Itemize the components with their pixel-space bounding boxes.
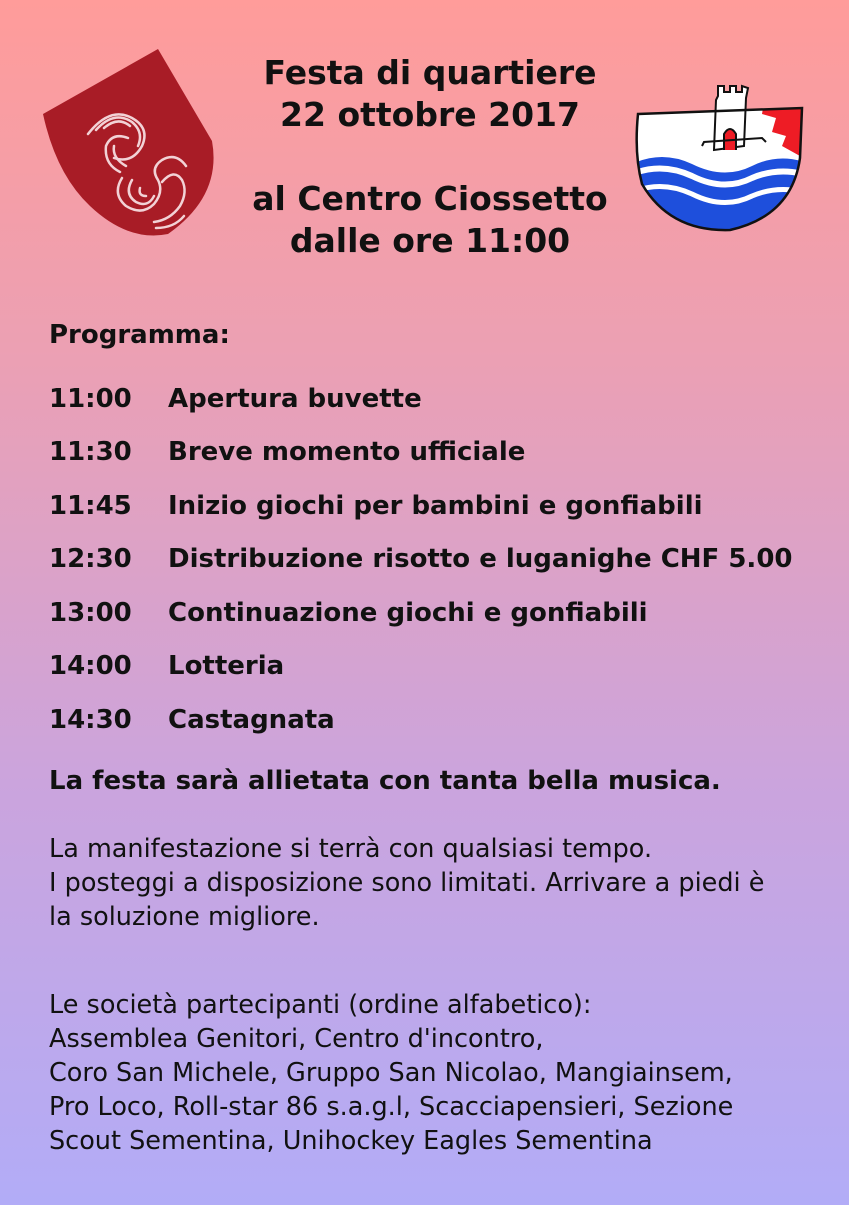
- info-line: La manifestazione si terrà con qualsiasi tempo.: [49, 834, 653, 864]
- event-title: Festa di quartiere: [263, 53, 597, 92]
- info-line: I posteggi a disposizione sono limitati. Arrivare a piedi è: [49, 868, 765, 898]
- societies-line: Le società partecipanti (ordine alfabetico):: [49, 990, 592, 1020]
- societies-line: Pro Loco, Roll-star 86 s.a.g.l, Scacciapensieri, Sezione: [49, 1092, 734, 1122]
- schedule-item: [49, 533, 793, 587]
- societies-line: Assemblea Genitori, Centro d'incontro,: [49, 1024, 544, 1054]
- schedule-item: [49, 426, 793, 480]
- event-start-time: dalle ore 11:00: [289, 221, 571, 260]
- societies-paragraph: [49, 988, 809, 1158]
- schedule-label: Continuazione giochi e gonfiabili: [168, 597, 648, 628]
- right-coat-of-arms-logo: [632, 46, 810, 236]
- schedule-item: [49, 479, 793, 533]
- program-schedule: [49, 372, 793, 747]
- left-shield-logo: [40, 46, 220, 241]
- schedule-label: Apertura buvette: [168, 383, 422, 414]
- schedule-time: 11:45: [49, 490, 132, 521]
- schedule-label: Breve momento ufficiale: [168, 437, 526, 468]
- schedule-item: [49, 372, 793, 426]
- schedule-time: 13:00: [49, 597, 132, 628]
- schedule-label: Inizio giochi per bambini e gonfiabili: [168, 490, 703, 521]
- schedule-item: [49, 640, 793, 694]
- schedule-item: [49, 586, 793, 640]
- event-date: 22 ottobre 2017: [280, 95, 580, 134]
- schedule-time: 11:30: [49, 437, 132, 468]
- program-title: Programma:: [49, 320, 230, 350]
- music-highlight: La festa sarà allietata con tanta bella musica.: [49, 766, 721, 796]
- schedule-label: Castagnata: [168, 704, 335, 735]
- schedule-time: 11:00: [49, 383, 132, 414]
- societies-line: Scout Sementina, Unihockey Eagles Sementina: [49, 1126, 653, 1156]
- info-line: la soluzione migliore.: [49, 902, 320, 932]
- schedule-time: 12:30: [49, 544, 132, 575]
- schedule-time: 14:30: [49, 704, 132, 735]
- schedule-item: [49, 693, 793, 747]
- event-venue: al Centro Ciossetto: [252, 179, 608, 218]
- schedule-label: Lotteria: [168, 651, 285, 682]
- info-paragraph: [49, 832, 809, 934]
- schedule-time: 14:00: [49, 651, 132, 682]
- schedule-label: Distribuzione risotto e luganighe CHF 5.00: [168, 544, 793, 575]
- event-header: [230, 52, 630, 262]
- societies-line: Coro San Michele, Gruppo San Nicolao, Mangiainsem,: [49, 1058, 733, 1088]
